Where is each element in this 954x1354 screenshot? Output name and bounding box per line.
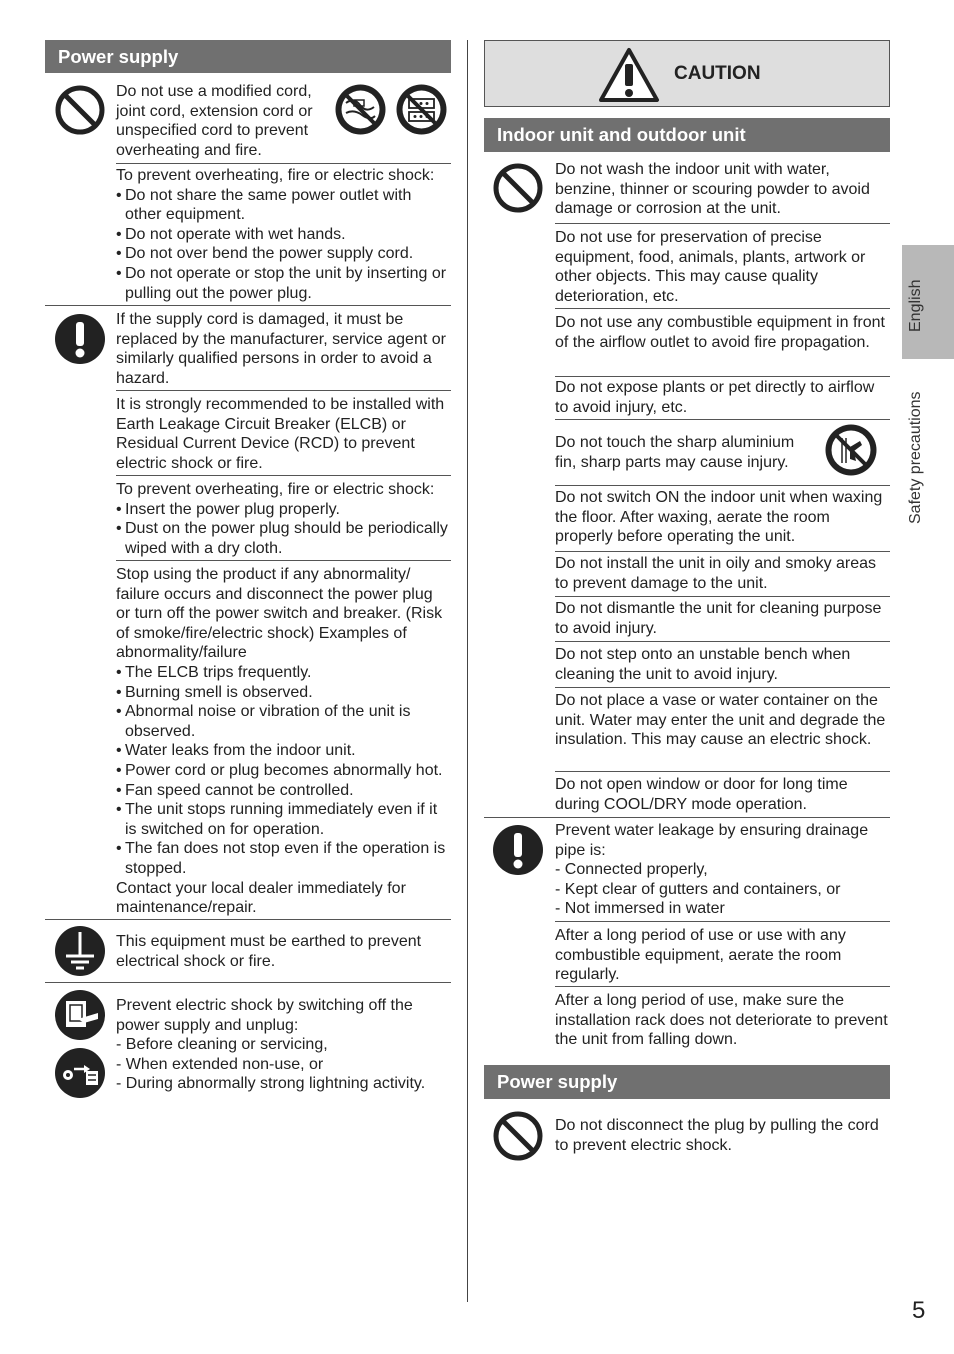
list-item: - When extended non-use, or: [116, 1055, 324, 1073]
page-number: 5: [912, 1297, 926, 1324]
list-item: • Do not share the same power outlet with other equipment.: [116, 186, 451, 225]
list-item: • Fan speed cannot be controlled.: [116, 781, 451, 801]
divider: [45, 305, 451, 306]
mandatory-action-icon: [54, 313, 106, 365]
no-vase-warning: [555, 691, 890, 772]
overheating-warning-1: [116, 166, 451, 306]
no-extension-cord-icon: [395, 83, 448, 136]
caution-label: CAUTION: [674, 63, 761, 84]
caution-text: Do not place a vase or water container on the unit. Water may enter the unit and degrade the insulation. This may cause an electric shock.: [555, 692, 886, 749]
caution-intro: Prevent water leakage by ensuring drainage pipe is:: [555, 822, 869, 859]
divider: [484, 817, 890, 818]
power-supply-heading-2: Power supply: [484, 1065, 890, 1099]
no-waxing-warning: [555, 488, 890, 552]
caution-text: Do not wash the indoor unit with water, benzine, thinner or scouring powder to avoid damage or corrosion at the unit.: [555, 161, 870, 218]
list-item: - During abnormally strong lightning activity.: [116, 1075, 426, 1093]
warning-text: If the supply cord is damaged, it must be replaced by the manufacturer, service agent or similarly qualified persons in order to avoid a hazard.: [116, 311, 446, 387]
power-supply-heading: Power supply: [45, 40, 451, 73]
caution-text: Do not touch the sharp aluminium fin, sharp parts may cause injury.: [555, 434, 795, 471]
abnormality-warning: [116, 565, 451, 919]
caution-text: Do not dismantle the unit for cleaning purpose to avoid injury.: [555, 600, 882, 637]
no-combustible-warning: [555, 313, 890, 377]
list-item: - Kept clear of gutters and containers, or: [555, 880, 841, 898]
list-item: • Water leaks from the indoor unit.: [116, 741, 451, 761]
list-item: - Not immersed in water: [555, 900, 725, 918]
warning-intro: To prevent overheating, fire or electric shock:: [116, 481, 435, 498]
section-side-label: Safety precautions: [907, 391, 924, 524]
list-item: • Do not operate or stop the unit by inserting or pulling out the power plug.: [116, 264, 451, 303]
list-item: • The fan does not stop even if the operation is stopped.: [116, 839, 451, 878]
switch-off-warning: [116, 996, 451, 1096]
warning-intro: To prevent overheating, fire or electric shock:: [116, 167, 435, 184]
caution-text: Do not install the unit in oily and smoky areas to prevent damage to the unit.: [555, 555, 877, 592]
no-preservation-warning: [555, 228, 890, 309]
list-item: • Do not over bend the power supply cord.: [116, 244, 451, 264]
no-open-window-warning: [555, 775, 890, 817]
indoor-outdoor-heading: Indoor unit and outdoor unit: [484, 118, 890, 152]
divider: [45, 982, 451, 983]
no-modified-cord-icon: [334, 83, 387, 136]
no-unstable-bench-warning: [555, 645, 890, 688]
no-direct-airflow-warning: [555, 378, 890, 420]
warning-intro: Stop using the product if any abnormality/ failure occurs and disconnect the power plug or turn off the power switch and breaker. (Risk of smoke/fire/electric shock) Examples of abnormality/failure: [116, 566, 443, 662]
caution-banner: [484, 40, 890, 107]
caution-text: Do not use for preservation of precise equipment, food, animals, plants, artwork or other objects. This may cause quality deterioration, etc.: [555, 229, 866, 305]
warning-text: Do not use a modified cord, joint cord, extension cord or unspecified cord to prevent overheating and fire.: [116, 83, 313, 159]
prohibition-icon: [492, 1110, 544, 1162]
caution-text: Do not open window or door for long time during COOL/DRY mode operation.: [555, 776, 848, 813]
earthing-requirement: [116, 932, 451, 977]
prohibition-icon: [54, 84, 106, 136]
divider: [116, 163, 451, 164]
language-tab-label: English: [907, 279, 924, 332]
warning-outro: Contact your local dealer immediately for maintenance/repair.: [116, 879, 406, 917]
switch-off-breaker-icon: [54, 989, 106, 1041]
modified-cord-warning: [116, 82, 321, 164]
unplug-icon: [54, 1047, 106, 1099]
no-dismantle-warning: [555, 599, 890, 642]
list-item: - Before cleaning or servicing,: [116, 1036, 328, 1054]
overheating-warning-2: [116, 480, 451, 561]
list-item: • Burning smell is observed.: [116, 683, 451, 703]
divider: [45, 919, 451, 920]
warning-text: It is strongly recommended to be installed with Earth Leakage Circuit Breaker (ELCB) or Residual Current Device (RCD) to prevent electric shock or fire.: [116, 396, 445, 472]
mandatory-action-icon: [492, 824, 544, 876]
caution-text: After a long period of use, make sure the installation rack does not deteriorate to prevent the unit from falling down.: [555, 992, 888, 1049]
warning-triangle-icon: [598, 47, 660, 103]
damaged-cord-warning: [116, 310, 451, 391]
caution-text: Do not use any combustible equipment in front of the airflow outlet to avoid fire propagation.: [555, 314, 885, 351]
aerate-room-caution: [555, 926, 890, 987]
list-item: • The ELCB trips frequently.: [116, 663, 451, 683]
prohibition-icon: [492, 162, 544, 214]
caution-text: Do not switch ON the indoor unit when waxing the floor. After waxing, aerate the room properly before operating the unit.: [555, 489, 883, 546]
earth-ground-icon: [54, 925, 106, 977]
column-divider: [467, 40, 468, 1302]
elcb-recommendation: [116, 395, 451, 476]
list-item: • Power cord or plug becomes abnormally hot.: [116, 761, 451, 781]
caution-text: Do not expose plants or pet directly to airflow to avoid injury, etc.: [555, 379, 875, 416]
warning-text: This equipment must be earthed to prevent electrical shock or fire.: [116, 933, 422, 970]
no-oily-area-warning: [555, 554, 890, 597]
list-item: - Connected properly,: [555, 861, 708, 879]
no-touch-fin-icon: [824, 423, 878, 477]
no-pull-cord-caution: [555, 1116, 890, 1161]
caution-text: After a long period of use or use with any combustible equipment, aerate the room regularly.: [555, 927, 846, 984]
installation-rack-caution: [555, 991, 890, 1053]
list-item: • Insert the power plug properly.: [116, 500, 451, 520]
caution-text: Do not step onto an unstable bench when cleaning the unit to avoid injury.: [555, 646, 851, 683]
no-wash-warning: [555, 160, 890, 224]
list-item: • Abnormal noise or vibration of the unit is observed.: [116, 702, 451, 741]
caution-text: Do not disconnect the plug by pulling the cord to prevent electric shock.: [555, 1117, 879, 1154]
list-item: • Dust on the power plug should be periodically wiped with a dry cloth.: [116, 519, 451, 558]
list-item: • Do not operate with wet hands.: [116, 225, 451, 245]
drainage-caution: [555, 821, 890, 922]
list-item: • The unit stops running immediately even if it is switched on for operation.: [116, 800, 451, 839]
warning-intro: Prevent electric shock by switching off the power supply and unplug:: [116, 997, 413, 1034]
